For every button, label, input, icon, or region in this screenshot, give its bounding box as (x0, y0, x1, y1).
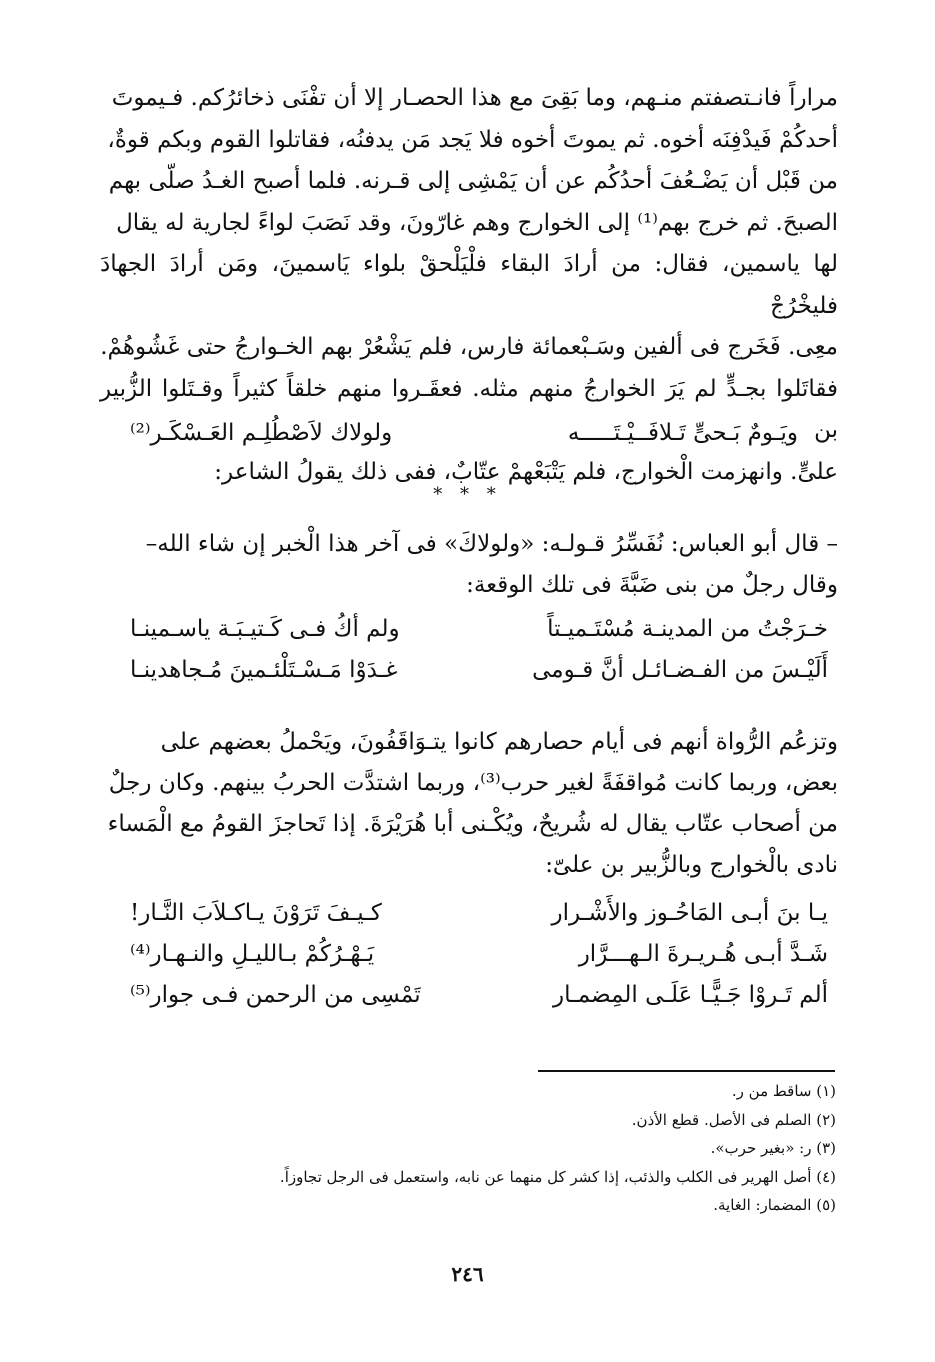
text-line: فقاتَلوا بجـدٍّ لم يَرَ الخوارجُ منهم مثله. فعقَـروا منهم خلقاً كثيراً وقـتَلوا الزُّبير بن (100, 375, 838, 443)
poem-verse (100, 937, 838, 978)
text-line: من قَبْل أن يَضْـعُفَ أحدُكُم عن أن يَمْشِى إلى قـرنه. فلما أصبح الغـدُ صلّى بهم (108, 168, 838, 194)
verse-first-hemistich: شَـدَّ أبـى هُـريـرةَ الـهـــرَّار (578, 941, 828, 967)
verse-second-hemistich: يَـهْـرُكُمْ بـالليـلِ والنـهـار⁽⁴⁾ (130, 941, 375, 967)
text-line: أحدكُمْ فَيدْفِنَه أخوه. ثم يموتَ أخوه فلا يَجد مَن يدفنُه، فقاتلوا القوم وبكم قوةٌ، (107, 126, 838, 153)
section-separator: * * * (433, 484, 502, 505)
footnote: (٥) المضمار: الغاية. (713, 1196, 836, 1214)
paragraph-commentary (100, 524, 838, 606)
text-line: نادى بالْخوارج وبالزُّبير بن علىّ: (545, 852, 838, 878)
footnote-divider (538, 1070, 835, 1072)
text-line: – قال أبو العباس: نُفَسِّرُ قـولـه: «ولولاكَ» فى آخر هذا الْخبر إن شاء الله– (145, 531, 838, 557)
text-line: الصبحَ. ثم خرج بهم⁽¹⁾ إلى الخوارج وهم غارّونَ، وقد نَصَبَ لواءً لجارية له يقال (116, 209, 838, 236)
verse-second-hemistich: تَمْسِى من الرحمن فـى جوار⁽⁵⁾ (130, 982, 421, 1008)
text-line: من أصحاب عتّاب يقال له شُريحٌ، ويُكْـنى أبا هُرَيْرَةَ. إذا تَحاجزَ القومُ مع الْمَساء (107, 811, 838, 837)
verse-second-hemistich: كـيـفَ تَرَوْنَ يـاكـلاَبَ النَّـار! (130, 900, 382, 926)
poem-verse (100, 978, 838, 1019)
verse-second-hemistich: ولم أكُ فـى كَـتيـبَـة ياسـمينـا (130, 616, 400, 642)
footnote: (١) ساقط من ر. (731, 1082, 836, 1100)
footnote: (٣) ر: «بغير حرب». (710, 1139, 836, 1157)
footnote: (٢) الصلم فى الأصل. قطع الأذن. (631, 1110, 836, 1129)
poem-verse (100, 653, 838, 694)
poem-verse (100, 414, 838, 458)
page-number: ٢٤٦ (451, 1262, 484, 1286)
verse-second-hemistich: غـدَوْا مَـسْـتَلْئـمينَ مُـجاهدينـا (130, 657, 398, 683)
text-line: وقال رجلٌ من بنى ضَبَّةَ فى تلك الوقعة: (466, 572, 838, 598)
poem-block (100, 612, 838, 694)
poem-block (100, 896, 838, 1019)
verse-first-hemistich: خـرَجْتُ من المدينـة مُسْتَـميـتاً (547, 616, 828, 642)
verse-first-hemistich: يـا بنَ أبـى المَاحُـوز والأَشْـرار (551, 900, 828, 926)
poem-verse (100, 896, 838, 937)
text-line: معِى. فَخَرج فى ألفين وسَـبْعمائة فارس، فلم يَشْعُرْ بهم الخـوارجُ حتى غَشُوهُمْ. (100, 334, 838, 360)
text-line: بعض، وربما كانت مُواقفَةً لغير حرب⁽³⁾، وربما اشتدَّت الحربُ بينهم. وكان رجلٌ (108, 770, 838, 796)
text-line: علىٍّ. وانهزمت الْخوارج، فلم يَتْبَعْهمْ عتّابٌ، ففى ذلك يقولُ الشاعر: (214, 458, 838, 485)
text-line: لها ياسمين، فقال: من أرادَ البقاء فلْيَلْحقْ بلواء يَاسمينَ، ومَن أرادَ الجهادَ فليخْرُجْ (100, 251, 838, 319)
verse-first-hemistich: ألم تَـروْا جَـيًّـا عَلَـى المِضمـار (553, 982, 828, 1008)
footnote: (٤) أصل الهرير فى الكلب والذئب، إذا كشر كل منهما عن نابه، واستعمل فى الرجل تجاوزاً. (279, 1167, 836, 1186)
paragraph-narrative (100, 722, 838, 886)
text-line: وتزعُم الرُّواة أنهم فى أيام حصارهم كانوا يتـوَاقَفُونَ، ويَحْملُ بعضهم على (160, 729, 838, 755)
verse-first-hemistich: ويَـومٌ بَـحىٍّ تَـلافَــيْـتَـــــه (567, 420, 798, 446)
text-line: مراراً فانـتصفتم منـهم، وما بَقِىَ مع هذا الحصـار إلا أن تفْنَى ذخائرُكم. فـيموتَ (111, 85, 838, 111)
verse-second-hemistich: ولولاك لاَصْطُلِـم العَـسْكَـر⁽²⁾ (130, 420, 393, 446)
poem-verse (100, 612, 838, 653)
verse-first-hemistich: أَلَيْـسَ من الفـضـائـل أنَّ قـومى (532, 657, 828, 683)
footnotes (150, 1077, 836, 1220)
